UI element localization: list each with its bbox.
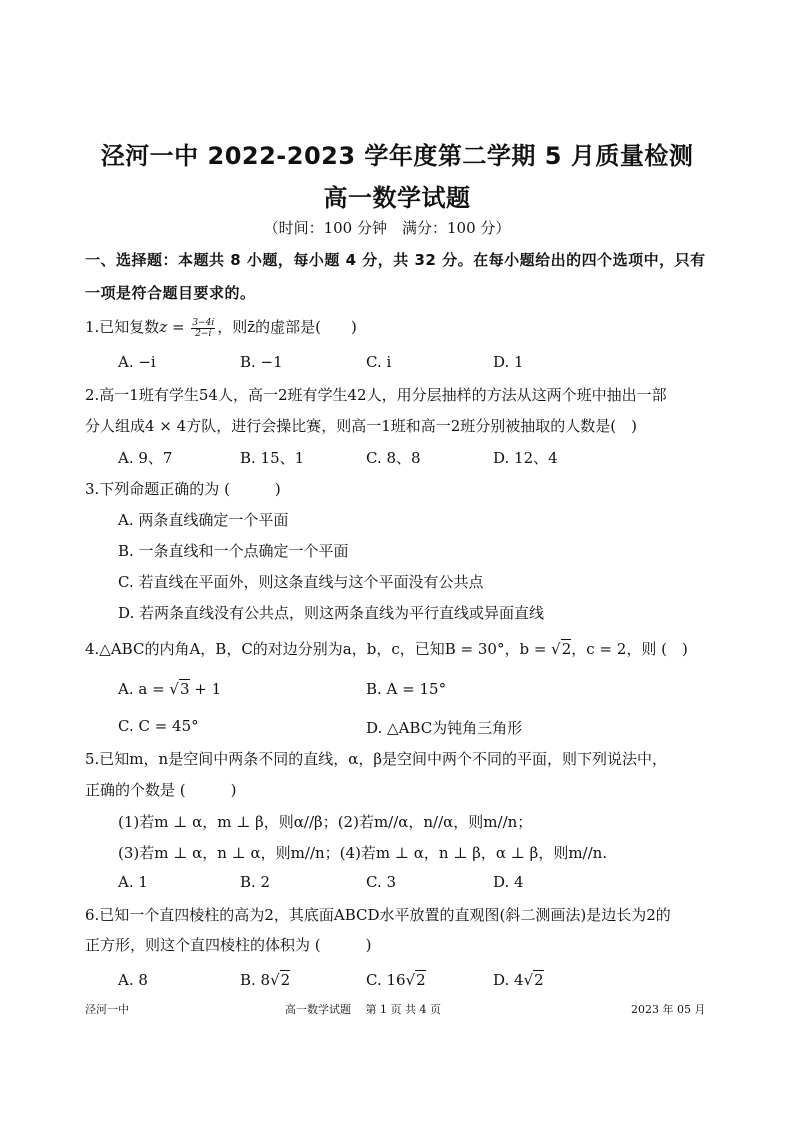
q1-pre: 1.已知复数 bbox=[85, 318, 160, 336]
q4-optA-pre: A. a = bbox=[118, 680, 170, 698]
section-heading-line1: 一、选择题：本题共 8 小题，每小题 4 分，共 32 分。在每小题给出的四个选项中，只有 bbox=[85, 251, 706, 269]
q3-option-d: D. 若两条直线没有公共点，则这两条直线为平行直线或异面直线 bbox=[118, 604, 545, 622]
q4-optA-sqrt: 3 bbox=[179, 680, 190, 698]
q2-option-a: A. 9、7 bbox=[118, 449, 173, 467]
question-1-stem bbox=[85, 316, 357, 339]
q1-fraction bbox=[191, 318, 215, 339]
question-6-line2: 正方形，则这个直四棱柱的体积为 ( ) bbox=[85, 936, 372, 954]
footer-center: 高一数学试题 第 1 页 共 4 页 bbox=[285, 1003, 441, 1016]
q6-optC-sqrt: 2 bbox=[416, 971, 426, 989]
q5-option-a: A. 1 bbox=[118, 873, 148, 891]
q2-option-d: D. 12、4 bbox=[493, 449, 558, 467]
q5-option-b: B. 2 bbox=[240, 873, 271, 891]
question-5-line1: 5.已知m，n是空间中两条不同的直线，α，β是空间中两个不同的平面，则下列说法中， bbox=[85, 750, 668, 768]
q4-option-b: B. A = 15° bbox=[366, 680, 447, 698]
q6-option-b: B. 8√2 bbox=[240, 971, 291, 989]
q6-optD-pre: D. 4 bbox=[493, 971, 524, 989]
q1-frac-den: 2−i bbox=[195, 328, 212, 339]
q1-post: ，则z̄的虚部是( ) bbox=[217, 318, 357, 336]
footer-left: 泾河一中 bbox=[85, 1003, 129, 1016]
q3-option-b: B. 一条直线和一个点确定一个平面 bbox=[118, 542, 349, 560]
q1-option-d: D. 1 bbox=[493, 353, 524, 371]
q6-optB-pre: B. 8 bbox=[240, 971, 271, 989]
question-4-stem: 4.△ABC的内角A，B，C的对边分别为a，b，c，已知B = 30°，b = √2，c = 2，则 ( ) bbox=[85, 640, 688, 658]
question-6-line1: 6.已知一个直四棱柱的高为2，其底面ABCD水平放置的直观图(斜二测画法)是边长为2的 bbox=[85, 906, 671, 924]
q1-option-a: A. −i bbox=[118, 353, 156, 371]
q5-condition-2: (3)若m ⊥ α，n ⊥ α，则m//n；(4)若m ⊥ α，n ⊥ β，α ⊥ β，则m//n. bbox=[118, 844, 608, 862]
question-5-line2: 正确的个数是 ( ) bbox=[85, 781, 237, 799]
q1-z: z bbox=[159, 318, 168, 336]
q5-option-c: C. 3 bbox=[366, 873, 397, 891]
q5-condition-1: (1)若m ⊥ α，m ⊥ β，则α//β；(2)若m//α，n//α，则m//n； bbox=[118, 813, 533, 831]
q1-frac-num: 3−4i bbox=[192, 317, 215, 328]
q6-optD-sqrt: 2 bbox=[534, 971, 544, 989]
q1-option-c: C. i bbox=[366, 353, 392, 371]
exam-title: 泾河一中 2022-2023 学年度第二学期 5 月质量检测 bbox=[100, 142, 694, 170]
q6-option-c: C. 16√2 bbox=[366, 971, 426, 989]
q4-option-a: A. a = √3 + 1 bbox=[118, 680, 222, 698]
q4-optA-post: + 1 bbox=[189, 680, 222, 698]
q3-option-a: A. 两条直线确定一个平面 bbox=[118, 511, 289, 529]
q5-option-d: D. 4 bbox=[493, 873, 524, 891]
section-heading-line2: 一项是符合题目要求的。 bbox=[85, 284, 256, 302]
q4-sqrt2: 2 bbox=[561, 640, 572, 658]
q1-eq: = bbox=[167, 318, 190, 336]
exam-subtitle: 高一数学试题 bbox=[323, 184, 471, 212]
q4-stem-b: ，c = 2，则 ( ) bbox=[571, 640, 688, 658]
q6-option-a: A. 8 bbox=[118, 971, 148, 989]
q6-option-d: D. 4√2 bbox=[493, 971, 544, 989]
q2-option-c: C. 8、8 bbox=[366, 449, 421, 467]
q2-option-b: B. 15、1 bbox=[240, 449, 305, 467]
exam-info: （时间：100 分钟 满分：100 分） bbox=[263, 219, 511, 237]
q4-stem-a: 4.△ABC的内角A，B，C的对边分别为a，b，c，已知B = 30°，b = bbox=[85, 640, 552, 658]
question-3-stem: 3.下列命题正确的为 ( ) bbox=[85, 480, 281, 498]
question-2-line2: 分人组成4 × 4方队，进行会操比赛，则高一1班和高一2班分别被抽取的人数是( ) bbox=[85, 417, 637, 435]
q4-option-d: D. △ABC为钝角三角形 bbox=[366, 719, 523, 737]
q6-optB-sqrt: 2 bbox=[280, 971, 291, 989]
footer-right: 2023 年 05 月 bbox=[631, 1003, 706, 1016]
q6-optC-pre: C. 16 bbox=[366, 971, 406, 989]
q4-option-c: C. C = 45° bbox=[118, 717, 199, 735]
question-2-line1: 2.高一1班有学生54人，高一2班有学生42人，用分层抽样的方法从这两个班中抽出一部 bbox=[85, 386, 667, 404]
q1-option-b: B. −1 bbox=[240, 353, 283, 371]
q3-option-c: C. 若直线在平面外，则这条直线与这个平面没有公共点 bbox=[118, 573, 484, 591]
